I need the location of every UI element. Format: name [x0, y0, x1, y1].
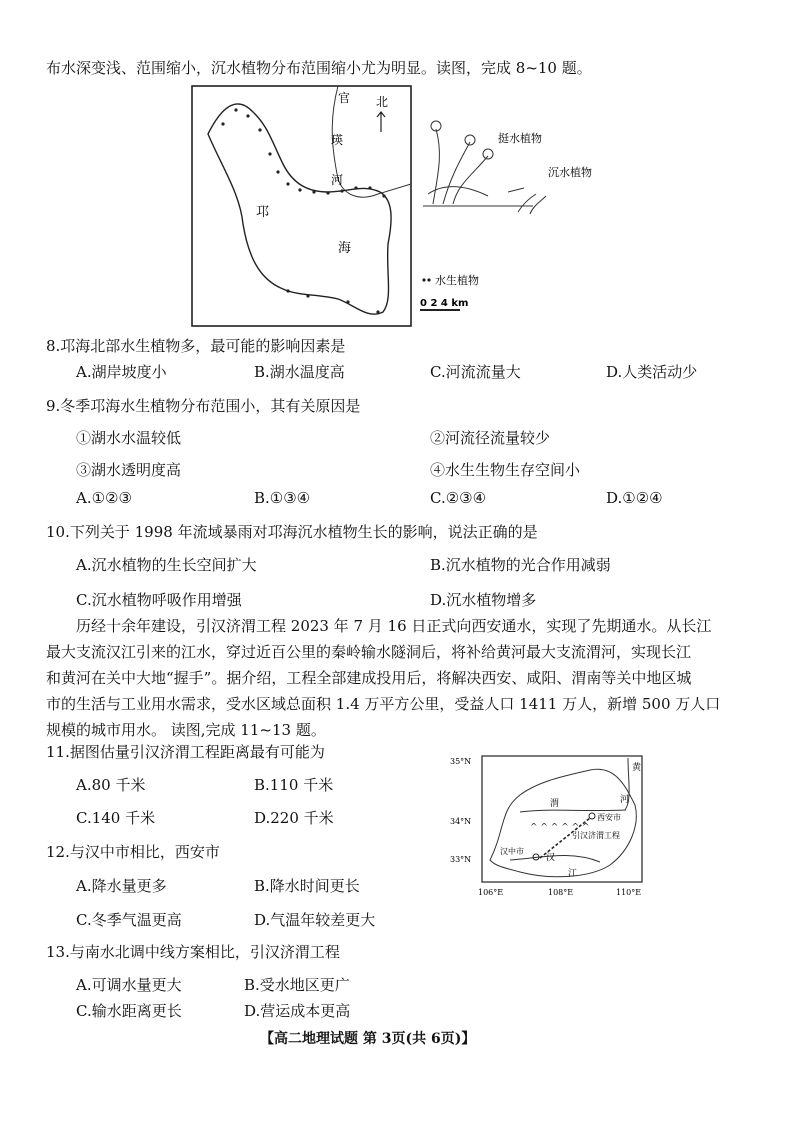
q12-option-a[interactable]: A.降水量更多: [76, 877, 167, 895]
q9-item-4: ④水生生物生存空间小: [430, 461, 581, 479]
q12-option-d[interactable]: D.气温年较差更大: [254, 911, 376, 929]
lake-outline: [208, 104, 391, 314]
legend-label: 水生植物: [435, 274, 479, 287]
q11-stem: 11.据图估量引汉济渭工程距离最有可能为: [46, 743, 325, 761]
q8-option-d[interactable]: D.人类活动少: [606, 363, 698, 381]
q9-item-3: ③湖水透明度高: [76, 461, 182, 479]
scale-label: 0 2 4 km: [420, 298, 469, 309]
label-hai: 海: [338, 241, 352, 256]
label-project: 引汉济渭工程: [572, 831, 620, 840]
q13-option-c[interactable]: C.输水距离更长: [76, 1002, 182, 1020]
q13-option-d[interactable]: D.营运成本更高: [244, 1002, 351, 1020]
q11-option-c[interactable]: C.140 千米: [76, 809, 156, 827]
label-emergent: 挺水植物: [498, 132, 542, 145]
wei-river-line: [520, 810, 626, 812]
lon-108: 108°E: [548, 888, 574, 897]
lon-106: 106°E: [478, 888, 504, 897]
q10-option-c[interactable]: C.沉水植物呼吸作用增强: [76, 591, 242, 609]
label-wei: 渭: [550, 799, 560, 809]
legend-dot-icon: [422, 278, 425, 281]
q8-option-c[interactable]: C.河流流量大: [430, 363, 521, 381]
q12-option-c[interactable]: C.冬季气温更高: [76, 911, 182, 929]
passage-line-2: 最大支流汉江引来的江水，穿过近百公里的秦岭输水隧洞后，将补给黄河最大支流渭河，实现长江: [46, 643, 692, 661]
aquatic-plant-dots: [221, 108, 385, 313]
q9-option-b[interactable]: B.①③④: [254, 489, 311, 507]
page-footer: 【高二地理试题 第 3页(共 6页)】: [260, 1031, 476, 1047]
passage-line-5: 规模的城市用水。 读图,完成 11~13 题。: [46, 721, 326, 739]
label-ying: 瑛: [331, 133, 344, 147]
label-xian: 西安市: [597, 813, 621, 822]
q13-option-b[interactable]: B.受水地区更广: [244, 976, 350, 994]
label-he: 河: [620, 795, 630, 805]
q10-option-a[interactable]: A.沉水植物的生长空间扩大: [76, 556, 257, 574]
label-hanzhong: 汉中市: [500, 847, 524, 856]
q11-option-a[interactable]: A.80 千米: [76, 776, 146, 794]
q10-option-b[interactable]: B.沉水植物的光合作用减弱: [430, 556, 611, 574]
q9-item-1: ①湖水水温较低: [76, 429, 182, 447]
q11-option-d[interactable]: D.220 千米: [254, 809, 334, 827]
passage-line-4: 市的生活与工业用水需求，受水区域总面积 1.4 万平方公里，受益人口 1411 万人，新增 500 万人口: [46, 695, 721, 713]
q9-stem: 9.冬季邛海水生植物分布范围小，其有关原因是: [46, 397, 361, 415]
label-bei: 北: [376, 95, 389, 109]
hanjiwei-map: [450, 750, 650, 900]
q9-option-c[interactable]: C.②③④: [430, 489, 487, 507]
label-han: 汉: [546, 853, 556, 863]
label-river: 河: [331, 173, 344, 187]
q13-stem: 13.与南水北调中线方案相比，引汉济渭工程: [46, 943, 340, 961]
lon-110: 110°E: [616, 888, 642, 897]
passage-line-1: 历经十余年建设，引汉济渭工程 2023 年 7 月 16 日正式向西安通水，实现了先期通水。从长江: [76, 617, 712, 635]
north-arrow-icon: [377, 112, 385, 132]
qionghai-map: [188, 84, 608, 330]
xian-city-icon: [589, 813, 595, 819]
q11-option-b[interactable]: B.110 千米: [254, 776, 334, 794]
q10-stem: 10.下列关于 1998 年流域暴雨对邛海沉水植物生长的影响，说法正确的是: [46, 523, 538, 541]
q8-option-b[interactable]: B.湖水温度高: [254, 363, 345, 381]
label-qiong: 邛: [256, 205, 270, 220]
q12-stem: 12.与汉中市相比，西安市: [46, 843, 220, 861]
q10-option-d[interactable]: D.沉水植物增多: [430, 591, 537, 609]
lat-35: 35°N: [450, 757, 472, 766]
label-jiang: 江: [568, 869, 578, 879]
lat-34: 34°N: [450, 817, 472, 826]
svg-text:^ ^ ^ ^ ^ ^: ^ ^ ^ ^ ^ ^: [530, 823, 590, 833]
q9-item-2: ②河流径流量较少: [430, 429, 551, 447]
passage-line-3: 和黄河在关中大地“握手”。据介绍，工程全部建成投用后，将解决西安、咸阳、渭南等关中地区城: [46, 669, 692, 687]
map-frame: [192, 86, 411, 326]
q9-option-d[interactable]: D.①②④: [606, 489, 663, 507]
label-guan: 官: [338, 91, 351, 105]
lat-33: 33°N: [450, 855, 472, 864]
label-huang: 黄: [632, 763, 642, 773]
q8-stem: 8.邛海北部水生植物多，最可能的影响因素是: [46, 337, 346, 355]
q9-option-a[interactable]: A.①②③: [76, 489, 132, 507]
q13-option-a[interactable]: A.可调水量更大: [76, 976, 182, 994]
q12-option-b[interactable]: B.降水时间更长: [254, 877, 360, 895]
label-submerged: 沉水植物: [548, 166, 592, 179]
q8-option-a[interactable]: A.湖岸坡度小: [76, 363, 167, 381]
intro-text: 布水深变浅、范围缩小，沉水植物分布范围缩小尤为明显。读图，完成 8~10 题。: [46, 59, 592, 77]
